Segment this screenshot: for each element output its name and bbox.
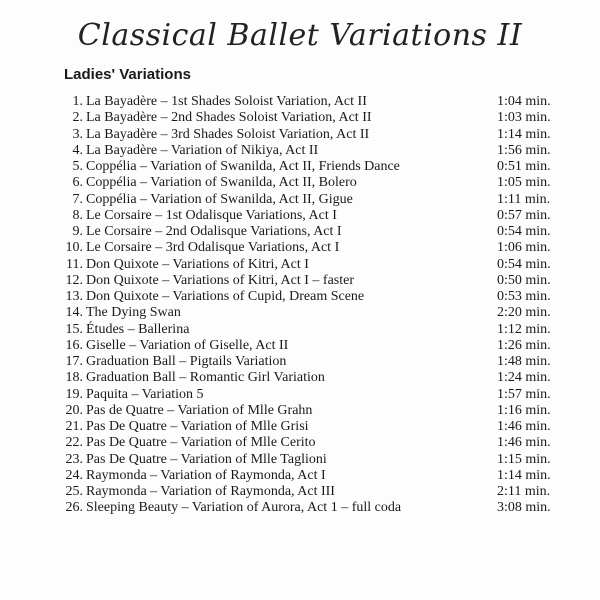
track-duration: 1:14 min. — [497, 126, 551, 142]
track-duration: 0:50 min. — [497, 272, 551, 288]
track-duration: 1:46 min. — [497, 435, 551, 451]
track-title: Pas De Quatre – Variation of Mlle Taglioni — [86, 451, 327, 467]
track-row — [0, 94, 600, 110]
track-duration: 1:15 min. — [497, 451, 551, 467]
track-row — [0, 338, 600, 354]
track-duration: 1:05 min. — [497, 175, 551, 191]
track-number: 12. — [65, 272, 83, 288]
track-number: 5. — [72, 159, 83, 174]
track-title: La Bayadère – 3rd Shades Soloist Variation, Act II — [86, 126, 370, 142]
track-number: 17. — [65, 354, 83, 369]
track-number: 25. — [65, 484, 83, 499]
track-number: 7. — [72, 191, 83, 207]
track-number: 23. — [65, 451, 83, 467]
track-duration: 0:57 min. — [497, 207, 551, 223]
track-row — [0, 273, 600, 289]
track-duration: 2:11 min. — [497, 484, 551, 499]
track-number: 2. — [72, 110, 83, 126]
track-number: 24. — [65, 467, 83, 483]
track-row — [0, 127, 600, 143]
track-duration: 1:06 min. — [497, 240, 551, 256]
track-title: La Bayadère – 2nd Shades Soloist Variation, Act II — [86, 110, 372, 126]
track-row — [0, 208, 600, 224]
track-title: Pas De Quatre – Variation of Mlle Cerito — [86, 435, 316, 451]
track-number: 19. — [65, 386, 83, 402]
track-number: 8. — [72, 207, 83, 223]
track-row — [0, 452, 600, 468]
track-row — [0, 403, 600, 419]
track-duration: 1:11 min. — [497, 191, 551, 207]
track-number: 11. — [66, 256, 83, 272]
track-duration: 1:24 min. — [497, 370, 551, 386]
track-list — [0, 94, 600, 517]
track-number: 6. — [72, 175, 83, 191]
track-row — [0, 435, 600, 451]
track-duration: 1:56 min. — [497, 142, 551, 158]
track-duration: 0:51 min. — [497, 159, 551, 174]
track-number: 9. — [72, 224, 83, 239]
track-number: 4. — [72, 142, 83, 158]
track-row — [0, 110, 600, 126]
track-row — [0, 289, 600, 305]
track-duration: 1:04 min. — [497, 94, 551, 109]
track-number: 1. — [72, 94, 83, 109]
track-row — [0, 322, 600, 338]
track-duration: 0:54 min. — [497, 224, 551, 239]
track-row — [0, 175, 600, 191]
track-duration: 0:53 min. — [497, 289, 551, 304]
track-title: Graduation Ball – Romantic Girl Variation — [86, 370, 325, 386]
track-row — [0, 305, 600, 321]
track-number: 3. — [72, 126, 83, 142]
track-row — [0, 500, 600, 516]
track-duration: 2:20 min. — [497, 305, 551, 321]
track-row — [0, 257, 600, 273]
track-duration: 1:12 min. — [497, 321, 551, 337]
track-title: Le Corsaire – 2nd Odalisque Variations, Act I — [86, 224, 342, 239]
section-heading: Ladies' Variations — [64, 66, 191, 83]
track-title: Graduation Ball – Pigtails Variation — [86, 354, 287, 369]
track-title: La Bayadère – 1st Shades Soloist Variation, Act II — [86, 94, 367, 109]
track-title: Pas de Quatre – Variation of Mlle Grahn — [86, 402, 313, 418]
track-row — [0, 159, 600, 175]
track-duration: 0:54 min. — [497, 256, 551, 272]
track-title: Coppélia – Variation of Swanilda, Act II, Gigue — [86, 191, 353, 207]
track-title: Coppélia – Variation of Swanilda, Act II, Bolero — [86, 175, 357, 191]
track-row — [0, 240, 600, 256]
track-number: 13. — [65, 289, 83, 304]
track-row — [0, 468, 600, 484]
track-duration: 1:03 min. — [497, 110, 551, 126]
track-row — [0, 192, 600, 208]
track-duration: 1:57 min. — [497, 386, 551, 402]
track-number: 21. — [65, 419, 83, 434]
track-title: Giselle – Variation of Giselle, Act II — [86, 337, 289, 353]
track-row — [0, 387, 600, 403]
track-duration: 1:46 min. — [497, 419, 551, 434]
track-title: Don Quixote – Variations of Kitri, Act I – faster — [86, 272, 355, 288]
track-duration: 1:48 min. — [497, 354, 551, 369]
track-number: 15. — [65, 321, 83, 337]
track-title: La Bayadère – Variation of Nikiya, Act II — [86, 142, 319, 158]
track-title: Raymonda – Variation of Raymonda, Act III — [86, 484, 335, 499]
track-row — [0, 143, 600, 159]
track-title: Études – Ballerina — [86, 321, 190, 337]
track-duration: 3:08 min. — [497, 500, 551, 516]
track-title: Don Quixote – Variations of Kitri, Act I — [86, 256, 309, 272]
track-number: 10. — [65, 240, 83, 256]
album-title: Classical Ballet Variations II — [77, 18, 523, 53]
track-title: Raymonda – Variation of Raymonda, Act I — [86, 467, 326, 483]
track-row — [0, 419, 600, 435]
track-duration: 1:26 min. — [497, 337, 551, 353]
track-title: Paquita – Variation 5 — [86, 386, 204, 402]
track-title: Coppélia – Variation of Swanilda, Act II, Friends Dance — [86, 159, 400, 174]
track-title: Le Corsaire – 3rd Odalisque Variations, Act I — [86, 240, 340, 256]
track-number: 26. — [65, 500, 83, 516]
track-title: Le Corsaire – 1st Odalisque Variations, Act I — [86, 207, 337, 223]
track-title: Sleeping Beauty – Variation of Aurora, Act 1 – full coda — [86, 500, 402, 516]
track-row — [0, 224, 600, 240]
track-title: Don Quixote – Variations of Cupid, Dream Scene — [86, 289, 365, 304]
track-number: 22. — [65, 435, 83, 451]
track-title: Pas De Quatre – Variation of Mlle Grisi — [86, 419, 309, 434]
track-row — [0, 484, 600, 500]
track-duration: 1:14 min. — [497, 467, 551, 483]
track-duration: 1:16 min. — [497, 402, 551, 418]
track-row — [0, 354, 600, 370]
track-number: 16. — [65, 337, 83, 353]
track-number: 14. — [65, 305, 83, 321]
track-title: The Dying Swan — [86, 305, 181, 321]
track-row — [0, 370, 600, 386]
track-number: 20. — [65, 402, 83, 418]
track-number: 18. — [65, 370, 83, 386]
